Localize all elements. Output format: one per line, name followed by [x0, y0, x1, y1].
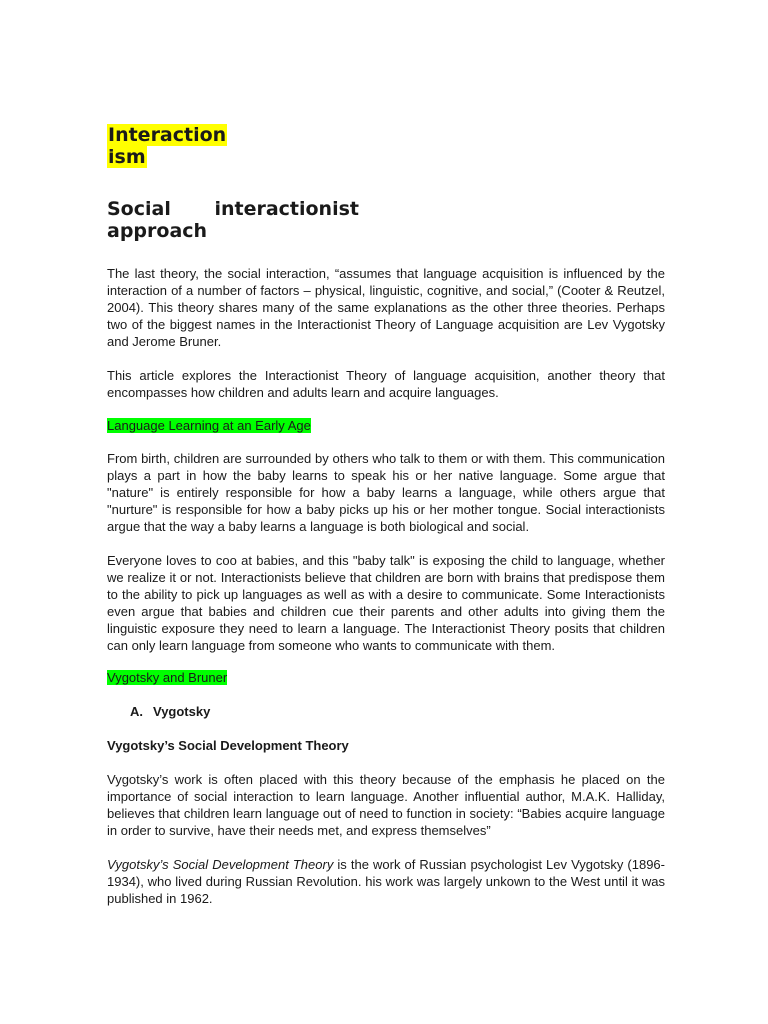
subsection-letter: A. [130, 704, 143, 719]
page-title [107, 124, 237, 168]
section-heading-early-age [107, 417, 665, 434]
title-line-1: Interaction [108, 124, 227, 146]
theory-origin-text: is the work of Russian psychologist Lev Vygotsky (1896-1934), who lived during Russian Revolution. his work was largely unkown to the West until it was published in 1962. [107, 857, 665, 906]
paragraph-article-scope: This article explores the Interactionist Theory of language acquisition, another theory that encompasses how children and adults learn and acquire languages. [107, 368, 665, 400]
paragraph-vygotsky-work: Vygotsky’s work is often placed with this theory because of the emphasis he placed on the importance of social interaction to learn language. Another influential author, M.A.K. Halliday, believes that children learn language out of need to function in society: “Babies acquire language in order to survive, have their needs met, and express themselves” [107, 772, 665, 838]
section-heading-vygotsky-bruner-text: Vygotsky and Bruner [107, 670, 228, 685]
subtitle: Social interactionist approach [107, 198, 359, 242]
title-line-2: ism [108, 146, 146, 168]
theory-name-italic: Vygotsky’s Social Development Theory [107, 857, 334, 872]
subsection-name: Vygotsky [153, 704, 211, 719]
subsection-vygotsky [130, 703, 665, 720]
section-heading-early-age-text: Language Learning at an Early Age [107, 418, 311, 433]
paragraph-intro: The last theory, the social interaction, “assumes that language acquisition is influenced by the interaction of a number of factors – physical, linguistic, cognitive, and social,” (Cooter & Reutzel, 2004). This theory shares many of the same explanations as the other three theories. Perhaps two of the biggest names in the Interactionist Theory of Language acquisition are Lev Vygotsky and Jerome Bruner. [107, 266, 665, 349]
section-heading-vygotsky-bruner [107, 669, 665, 686]
paragraph-baby-talk: Everyone loves to coo at babies, and this "baby talk" is exposing the child to language, whether we realize it or not. Interactionists believe that children are born with brains that predispose them to the ability to pick up languages as well as with a desire to communicate. Some Interactionists even argue that babies and children cue their parents and other adults into giving them the linguistic exposure they need to learn a language. The Interactionist Theory posits that children can only learn language from someone who wants to communicate with them. [107, 553, 665, 653]
paragraph-from-birth: From birth, children are surrounded by others who talk to them or with them. This communication plays a part in how the baby learns to speak his or her native language. Some argue that "nature" is entirely responsible for how a baby learns a language, while others argue that "nurture" is responsible for how a baby picks up his or her mother tongue. Social interactionists argue that the way a baby learns a language is both biological and social. [107, 451, 665, 534]
theory-heading: Vygotsky’s Social Development Theory [107, 738, 349, 753]
paragraph-theory-origin [107, 856, 665, 907]
document-page [107, 124, 665, 907]
